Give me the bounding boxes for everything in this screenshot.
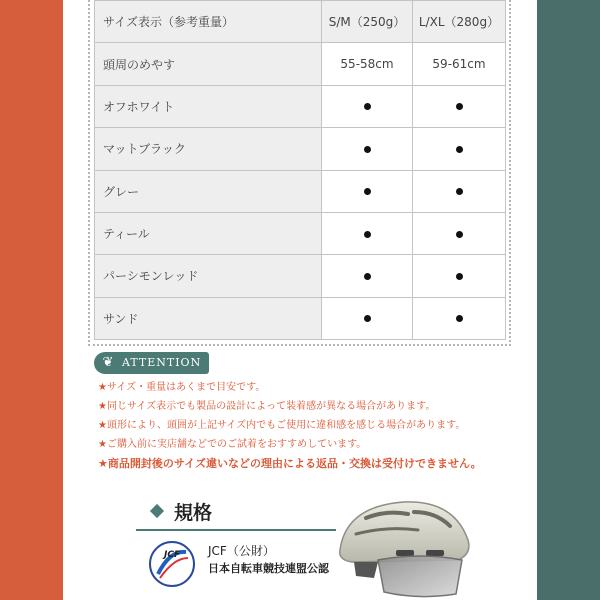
jcf-logo-text: JCF	[164, 550, 181, 560]
color-label: パーシモンレッド	[95, 255, 322, 297]
availability-dot-lxl	[413, 255, 506, 297]
available-mark-icon	[364, 315, 371, 322]
table-header-row	[95, 1, 506, 43]
leaf-ornament-icon: ❦	[102, 355, 114, 370]
availability-dot-lxl	[413, 297, 506, 339]
attention-notes	[98, 378, 528, 473]
color-label: サンド	[95, 297, 322, 339]
availability-dot-lxl	[413, 170, 506, 212]
availability-dot-sm	[322, 212, 413, 254]
attention-label: ATTENTION	[122, 356, 202, 369]
attention-note: ★サイズ・重量はあくまで目安です。	[98, 382, 266, 393]
table-row	[95, 128, 506, 170]
standard-title: 規格	[174, 501, 213, 524]
available-mark-icon	[364, 273, 371, 280]
jcf-logo	[148, 540, 196, 588]
attention-note: ★頭形により、頭囲が上記サイズ内でもご使用に違和感を感じる場合があります。	[98, 420, 466, 431]
header-size-label: サイズ表示（参考重量）	[95, 1, 322, 43]
diamond-bullet-icon	[150, 504, 164, 518]
available-mark-icon	[456, 273, 463, 280]
jcf-org-line2: 日本自転車競技連盟公認	[208, 562, 329, 575]
left-color-band	[0, 0, 63, 600]
circumference-label: 頭周のめやす	[95, 43, 322, 85]
right-color-band	[537, 0, 600, 600]
circumference-lxl: 59-61cm	[413, 43, 506, 85]
availability-dot-sm	[322, 85, 413, 127]
table-row	[95, 297, 506, 339]
available-mark-icon	[456, 231, 463, 238]
available-mark-icon	[456, 315, 463, 322]
size-table	[94, 0, 506, 340]
attention-note: ★ご購入前に実店舗などでのご試着をおすすめしています。	[98, 439, 367, 450]
available-mark-icon	[456, 146, 463, 153]
circumference-sm: 55-58cm	[322, 43, 413, 85]
available-mark-icon	[364, 231, 371, 238]
color-label: オフホワイト	[95, 85, 322, 127]
color-label: グレー	[95, 170, 322, 212]
availability-dot-sm	[322, 128, 413, 170]
table-row	[95, 255, 506, 297]
availability-dot-lxl	[413, 212, 506, 254]
available-mark-icon	[456, 103, 463, 110]
helmet-image	[326, 488, 486, 600]
size-table-frame	[88, 0, 511, 346]
available-mark-icon	[364, 188, 371, 195]
available-mark-icon	[364, 103, 371, 110]
available-mark-icon	[364, 146, 371, 153]
availability-dot-sm	[322, 255, 413, 297]
jcf-org-line1: JCF（公財）	[208, 544, 275, 558]
available-mark-icon	[456, 188, 463, 195]
attention-note: ★同じサイズ表示でも製品の設計によって装着感が異なる場合があります。	[98, 401, 436, 412]
standard-heading	[152, 498, 212, 524]
table-row	[95, 212, 506, 254]
color-label: ティール	[95, 212, 322, 254]
availability-dot-lxl	[413, 85, 506, 127]
availability-dot-sm	[322, 297, 413, 339]
color-label: マットブラック	[95, 128, 322, 170]
table-row	[95, 170, 506, 212]
table-row	[95, 85, 506, 127]
header-size-lxl: L/XL（280g）	[413, 1, 506, 43]
attention-note: ★商品開封後のサイズ違いなどの理由による返品・交換は受付けできません。	[98, 457, 482, 470]
header-size-sm: S/M（250g）	[322, 1, 413, 43]
attention-badge	[94, 352, 209, 374]
jcf-info	[208, 542, 329, 578]
section-divider	[136, 529, 336, 531]
table-row-circumference	[95, 43, 506, 85]
availability-dot-lxl	[413, 128, 506, 170]
availability-dot-sm	[322, 170, 413, 212]
